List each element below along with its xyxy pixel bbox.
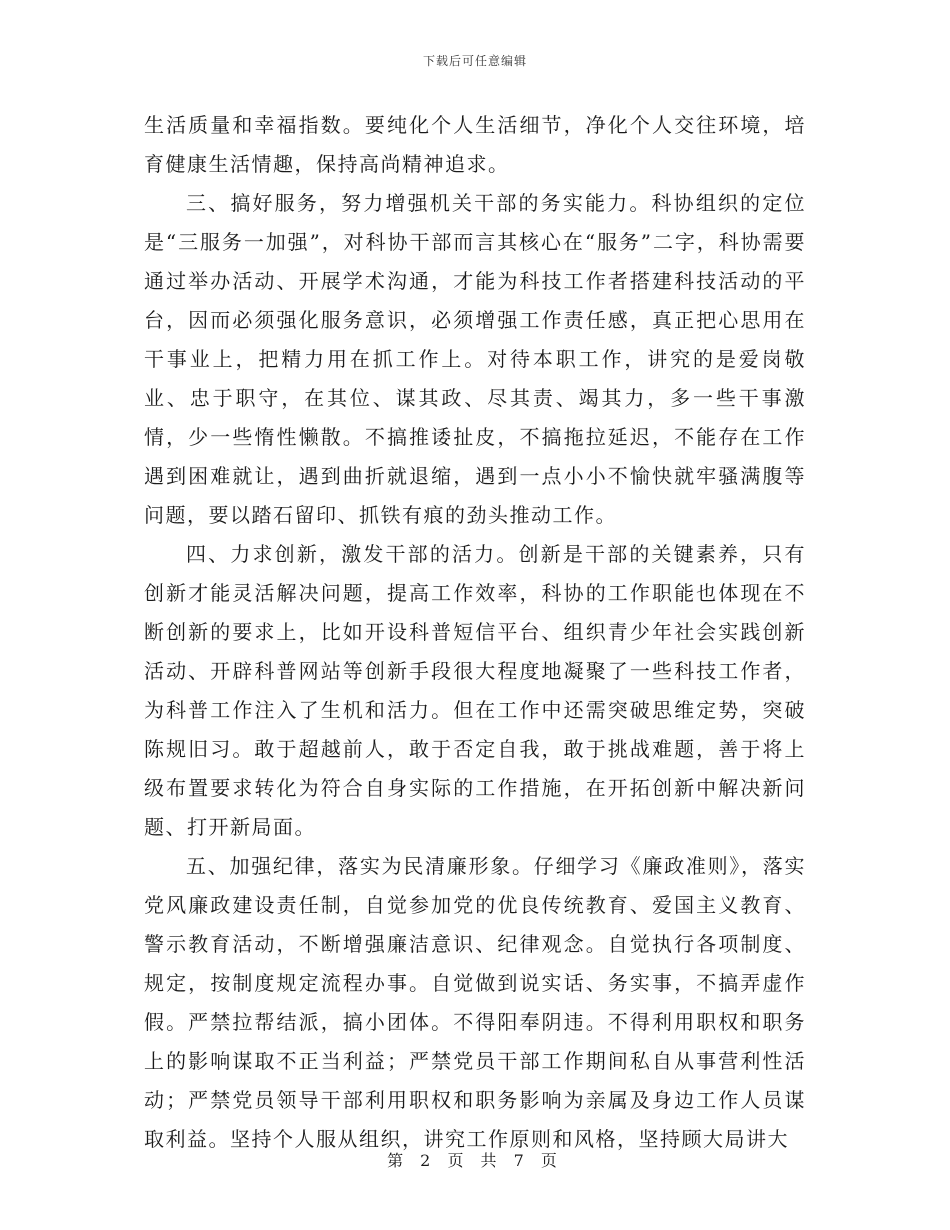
paragraph-continuation: 生活质量和幸福指数。要纯化个人生活细节，净化个人交往环境，培育健康生活情趣，保持高尚精神追求。: [144, 113, 806, 176]
page-number-footer: 第 2 页 共 7 页: [387, 1151, 563, 1170]
paragraph-service: 三、搞好服务，努力增强机关干部的务实能力。科协组织的定位是“三服务一加强”，对科协干部而言其核心在“服务”二字，科协需要通过举办活动、开展学术沟通，才能为科技工作者搭建科技活动的平台，因而必须强化服务意识，必须增强工作责任感，真正把心思用在干事业上，把精力用在抓工作上。对待本职工作，讲究的是爱岗敬业、忠于职守，在其位、谋其政、尽其责、竭其力，多一些干事激情，少一些惰性懒散。不搞推诿扯皮，不搞拖拉延迟，不能存在工作遇到困难就让，遇到曲折就退缩，遇到一点小小不愉快就牢骚满腹等问题，要以踏石留印、抓铁有痕的劲头推动工作。: [144, 191, 806, 527]
page-header: 下载后可任意编辑: [422, 54, 527, 68]
document-body: [144, 106, 806, 1159]
paragraph-innovation: 四、力求创新，激发干部的活力。创新是干部的关键素养，只有创新才能灵活解决问题，提高工作效率，科协的工作职能也体现在不断创新的要求上，比如开设科普短信平台、组织青少年社会实践创新活动、开辟科普网站等创新手段很大程度地凝聚了一些科技工作者，为科普工作注入了生机和活力。但在工作中还需突破思维定势，突破陈规旧习。敢于超越前人，敢于否定自我，敢于挑战难题，善于将上级布置要求转化为符合自身实际的工作措施，在开拓创新中解决新问题、打开新局面。: [144, 542, 806, 839]
paragraph-discipline: 五、加强纪律，落实为民清廉形象。仔细学习《廉政准则》，落实党风廉政建设责任制，自觉参加党的优良传统教育、爱国主义教育、警示教育活动，不断增强廉洁意识、纪律观念。自觉执行各项制度、规定，按制度规定流程办事。自觉做到说实话、务实事，不搞弄虚作假。严禁拉帮结派，搞小团体。不得阳奉阴违。不得利用职权和职务上的影响谋取不正当利益；严禁党员干部工作期间私自从事营利性活动；严禁党员领导干部利用职权和职务影响为亲属及身边工作人员谋取利益。坚持个人服从组织，讲究工作原则和风格，坚持顾大局讲大: [144, 854, 806, 1151]
